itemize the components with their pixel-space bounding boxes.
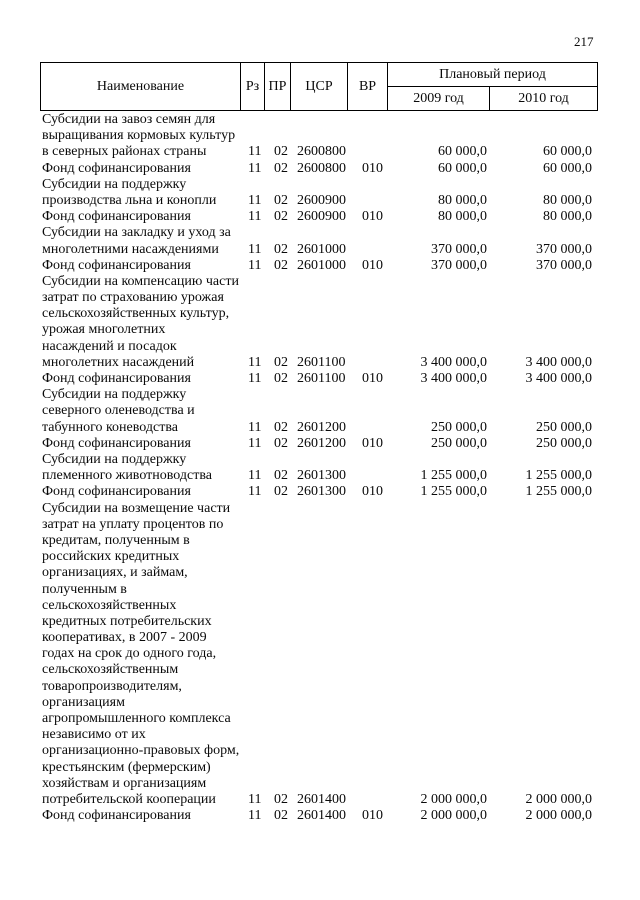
name-line: производства льна и конопли	[42, 192, 217, 208]
vr-cell: 010	[362, 160, 383, 176]
name-line: урожая многолетних	[42, 322, 166, 338]
name-line: выращивания кормовых культур	[42, 128, 236, 144]
year-2009-cell: 2 000 000,0	[420, 791, 487, 807]
year-2010-cell: 370 000,0	[536, 257, 592, 273]
table-row	[40, 452, 592, 484]
csr-cell: 2601300	[297, 484, 346, 500]
name-line: Фонд софинансирования	[42, 160, 191, 176]
csr-cell: 2601300	[297, 468, 346, 484]
year-2010-cell: 2 000 000,0	[525, 791, 592, 807]
csr-cell: 2600800	[297, 160, 346, 176]
csr-cell: 2601100	[297, 371, 346, 387]
name-cell	[40, 371, 246, 387]
name-line: племенного животноводства	[42, 468, 212, 484]
page-number: 217	[574, 34, 594, 49]
header-csr: ЦСР	[290, 62, 348, 111]
year-2009-cell: 80 000,0	[438, 209, 487, 225]
rz-cell: 11	[248, 791, 262, 807]
year-2009-cell: 3 400 000,0	[420, 354, 487, 370]
name-cell	[40, 209, 246, 225]
rz-cell: 11	[248, 144, 262, 160]
name-line: затрат по страхованию урожая	[42, 290, 224, 306]
pr-cell: 02	[274, 791, 288, 807]
name-line: сельскохозяйственных	[42, 597, 177, 613]
year-2009-cell: 2 000 000,0	[420, 808, 487, 824]
year-2010-cell: 3 400 000,0	[525, 354, 592, 370]
year-2010-cell: 60 000,0	[543, 144, 592, 160]
name-line: табунного коневодства	[42, 419, 178, 435]
csr-cell: 2601400	[297, 808, 346, 824]
name-line: хозяйствам и организациям	[42, 775, 207, 791]
name-line: кредитных потребительских	[42, 613, 212, 629]
csr-cell: 2601200	[297, 419, 346, 435]
name-line: сельскохозяйственных культур,	[42, 306, 230, 322]
table-row	[40, 436, 592, 452]
name-line: кооперативах, в 2007 - 2009	[42, 630, 207, 646]
pr-cell: 02	[274, 484, 288, 500]
pr-cell: 02	[274, 257, 288, 273]
name-line: товаропроизводителям,	[42, 678, 182, 694]
table-row	[40, 484, 592, 500]
csr-cell: 2601000	[297, 257, 346, 273]
name-line: организационно-правовых форм,	[42, 743, 240, 759]
year-2010-cell: 1 255 000,0	[525, 484, 592, 500]
name-line: северного оленеводства и	[42, 403, 195, 419]
name-line: российских кредитных	[42, 549, 180, 565]
header-year-2009: 2009 год	[387, 86, 490, 111]
name-line: полученным в	[42, 581, 127, 597]
name-line: организациям	[42, 694, 125, 710]
header-name: Наименование	[40, 62, 241, 111]
name-cell	[40, 387, 246, 436]
pr-cell: 02	[274, 808, 288, 824]
name-cell	[40, 436, 246, 452]
year-2009-cell: 60 000,0	[438, 160, 487, 176]
year-2010-cell: 80 000,0	[543, 209, 592, 225]
pr-cell: 02	[274, 241, 288, 257]
name-line: в северных районах страны	[42, 144, 207, 160]
name-line: годах на срок до одного года,	[42, 646, 217, 662]
name-line: Фонд софинансирования	[42, 371, 191, 387]
name-line: Фонд софинансирования	[42, 435, 191, 451]
name-line: Субсидии на завоз семян для	[42, 112, 216, 127]
pr-cell: 02	[274, 192, 288, 208]
name-line: насаждений и посадок	[42, 338, 177, 354]
rz-cell: 11	[248, 257, 262, 273]
vr-cell: 010	[362, 209, 383, 225]
name-line: Субсидии на закладку и уход за	[42, 225, 231, 241]
pr-cell: 02	[274, 435, 288, 451]
rz-cell: 11	[248, 435, 262, 451]
name-line: сельскохозяйственным	[42, 662, 179, 678]
rz-cell: 11	[248, 484, 262, 500]
pr-cell: 02	[274, 468, 288, 484]
name-line: Фонд софинансирования	[42, 484, 191, 500]
name-line: затрат на уплату процентов по	[42, 516, 224, 532]
year-2009-cell: 60 000,0	[438, 144, 487, 160]
year-2009-cell: 370 000,0	[431, 257, 487, 273]
year-2009-cell: 250 000,0	[431, 435, 487, 451]
name-line: многолетних насаждений	[42, 354, 195, 370]
vr-cell: 010	[362, 257, 383, 273]
pr-cell: 02	[274, 160, 288, 176]
table-row	[40, 209, 592, 225]
table-row	[40, 808, 592, 824]
pr-cell: 02	[274, 354, 288, 370]
vr-cell: 010	[362, 808, 383, 824]
csr-cell: 2601000	[297, 241, 346, 257]
name-line: потребительской кооперации	[42, 791, 216, 807]
header-year-2010: 2010 год	[489, 86, 598, 111]
year-2010-cell: 250 000,0	[536, 419, 592, 435]
year-2009-cell: 1 255 000,0	[420, 484, 487, 500]
table-row	[40, 274, 592, 371]
table-row	[40, 387, 592, 436]
rz-cell: 11	[248, 241, 262, 257]
name-cell	[40, 484, 246, 500]
pr-cell: 02	[274, 419, 288, 435]
rz-cell: 11	[248, 468, 262, 484]
year-2009-cell: 250 000,0	[431, 419, 487, 435]
header-pr: ПР	[264, 62, 291, 111]
name-line: агропромышленного комплекса	[42, 711, 231, 727]
csr-cell: 2600900	[297, 192, 346, 208]
rz-cell: 11	[248, 160, 262, 176]
pr-cell: 02	[274, 371, 288, 387]
pr-cell: 02	[274, 144, 288, 160]
vr-cell: 010	[362, 371, 383, 387]
year-2009-cell: 3 400 000,0	[420, 371, 487, 387]
name-line: Фонд софинансирования	[42, 257, 191, 273]
rz-cell: 11	[248, 419, 262, 435]
table-row	[40, 258, 592, 274]
rz-cell: 11	[248, 808, 262, 824]
csr-cell: 2600800	[297, 144, 346, 160]
name-cell	[40, 112, 246, 161]
rz-cell: 11	[248, 371, 262, 387]
year-2009-cell: 370 000,0	[431, 241, 487, 257]
name-line: организациях, и займам,	[42, 565, 188, 581]
name-cell	[40, 258, 246, 274]
rz-cell: 11	[248, 209, 262, 225]
csr-cell: 2601400	[297, 791, 346, 807]
table-body	[40, 112, 592, 824]
name-line: Субсидии на поддержку	[42, 452, 187, 468]
year-2010-cell: 2 000 000,0	[525, 808, 592, 824]
name-line: Субсидии на компенсацию части	[42, 273, 239, 289]
table-row	[40, 501, 592, 809]
name-cell	[40, 501, 246, 809]
name-cell	[40, 452, 246, 484]
name-line: Субсидии на возмещение части	[42, 500, 231, 516]
pr-cell: 02	[274, 209, 288, 225]
rz-cell: 11	[248, 354, 262, 370]
name-line: кредитам, полученным в	[42, 532, 190, 548]
table-row	[40, 371, 592, 387]
name-cell	[40, 808, 246, 824]
table-row	[40, 225, 592, 257]
csr-cell: 2601200	[297, 435, 346, 451]
table-row	[40, 177, 592, 209]
csr-cell: 2600900	[297, 209, 346, 225]
year-2010-cell: 250 000,0	[536, 435, 592, 451]
rz-cell: 11	[248, 192, 262, 208]
table-row	[40, 161, 592, 177]
name-cell	[40, 177, 246, 209]
year-2010-cell: 370 000,0	[536, 241, 592, 257]
name-cell	[40, 225, 246, 257]
year-2010-cell: 80 000,0	[543, 192, 592, 208]
year-2010-cell: 60 000,0	[543, 160, 592, 176]
header-planned-period: Плановый период	[387, 62, 598, 87]
name-cell	[40, 274, 246, 371]
name-line: крестьянским (фермерским)	[42, 759, 211, 775]
header-rz: Рз	[240, 62, 265, 111]
name-line: Субсидии на поддержку	[42, 176, 187, 192]
name-cell	[40, 161, 246, 177]
vr-cell: 010	[362, 484, 383, 500]
name-line: многолетними насаждениями	[42, 241, 219, 257]
year-2010-cell: 1 255 000,0	[525, 468, 592, 484]
csr-cell: 2601100	[297, 354, 346, 370]
header-vr: ВР	[347, 62, 388, 111]
name-line: Субсидии на поддержку	[42, 387, 187, 403]
name-line: независимо от их	[42, 727, 146, 743]
year-2009-cell: 80 000,0	[438, 192, 487, 208]
vr-cell: 010	[362, 435, 383, 451]
name-line: Фонд софинансирования	[42, 209, 191, 225]
year-2009-cell: 1 255 000,0	[420, 468, 487, 484]
name-line: Фонд софинансирования	[42, 808, 191, 824]
table-row	[40, 112, 592, 161]
year-2010-cell: 3 400 000,0	[525, 371, 592, 387]
